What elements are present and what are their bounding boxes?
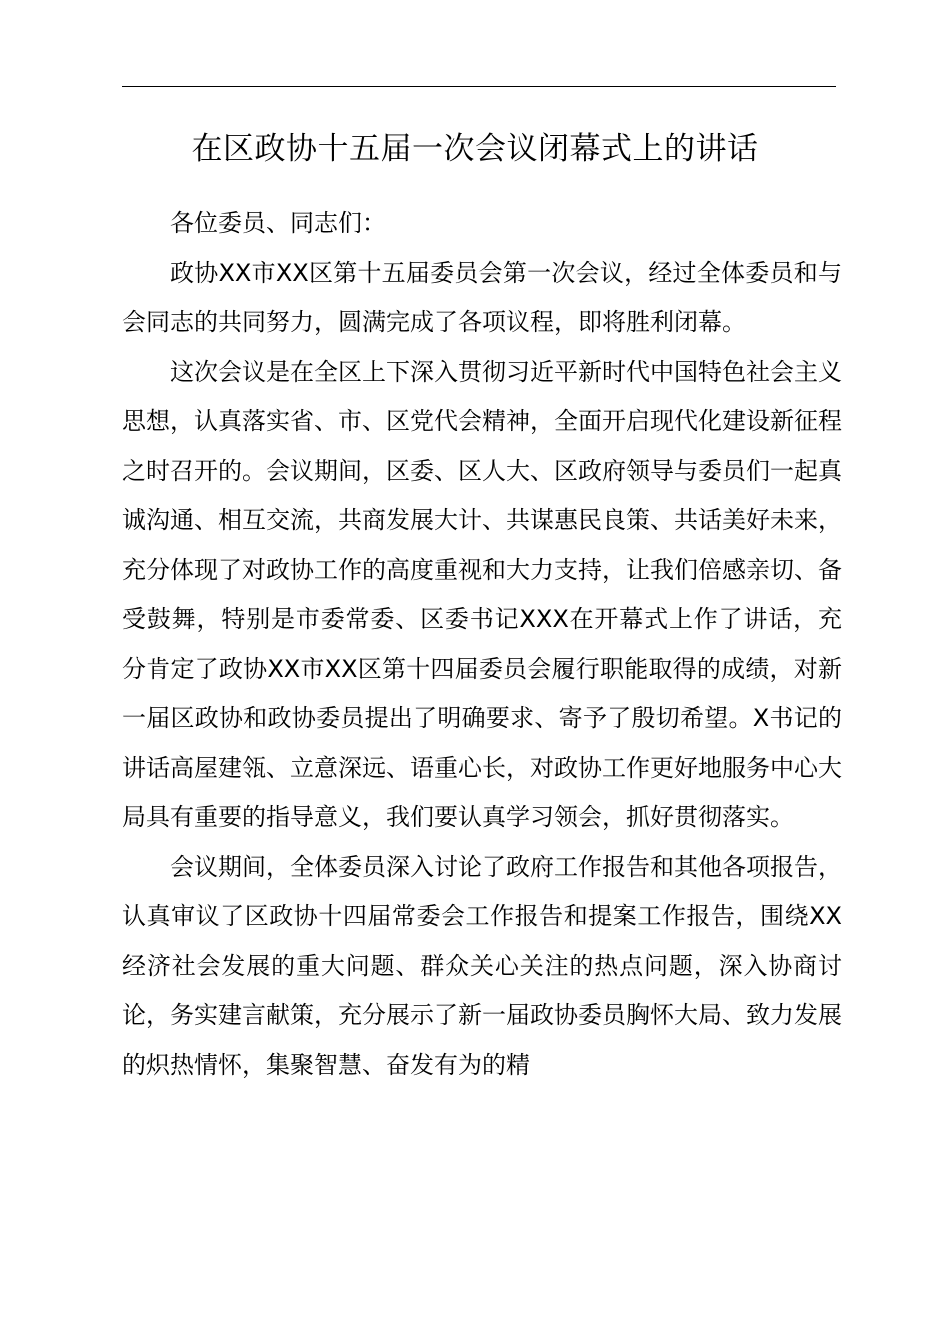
document-body — [122, 199, 842, 1090]
header-rule — [122, 86, 836, 87]
document-title: 在区政协十五届一次会议闭幕式上的讲话 — [191, 131, 759, 167]
paragraph: 会议期间，全体委员深入讨论了政府工作报告和其他各项报告，认真审议了区政协十四届常委会工作报告和提案工作报告，围绕XX经济社会发展的重大问题、群众关心关注的热点问题，深入协商讨论，务实建言献策，充分展示了新一届政协委员胸怀大局、致力发展的炽热情怀，集聚智慧、奋发有为的精 — [122, 852, 842, 1079]
paragraph: 政协XX市XX区第十五届委员会第一次会议，经过全体委员和与会同志的共同努力，圆满完成了各项议程，即将胜利闭幕。 — [122, 258, 842, 336]
salutation: 各位委员、同志们： — [170, 209, 386, 237]
paragraph: 这次会议是在全区上下深入贯彻习近平新时代中国特色社会主义思想，认真落实省、市、区党代会精神，全面开启现代化建设新征程之时召开的。会议期间，区委、区人大、区政府领导与委员们一起真诚沟通、相互交流，共商发展大计、共谋惠民良策、共话美好未来，充分体现了对政协工作的高度重视和大力支持，让我们倍感亲切、备受鼓舞，特别是市委常委、区委书记XXX在开幕式上作了讲话，充分肯定了政协XX市XX区第十四届委员会履行职能取得的成绩，对新一届区政协和政协委员提出了明确要求、寄予了殷切希望。X书记的讲话高屋建瓴、立意深远、语重心长，对政协工作更好地服务中心大局具有重要的指导意义，我们要认真学习领会，抓好贯彻落实。 — [122, 357, 842, 831]
